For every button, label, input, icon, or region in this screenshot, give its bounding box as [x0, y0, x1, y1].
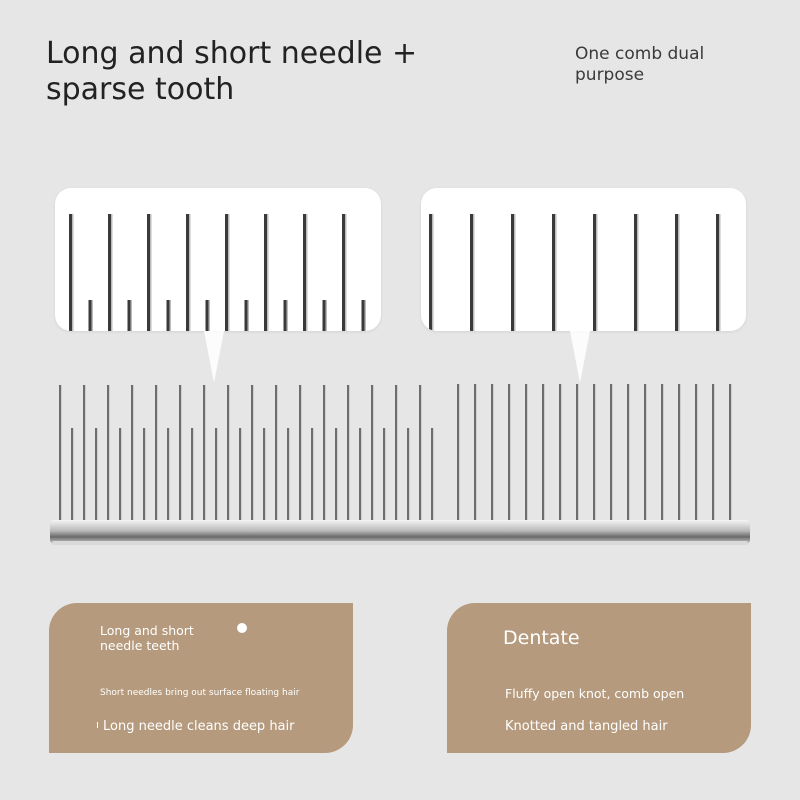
white-dot-icon [237, 623, 247, 633]
comb-spine [50, 520, 750, 544]
page-title: Long and short needle + sparse tooth [46, 36, 418, 107]
card-right-line2: Knotted and tangled hair [505, 719, 668, 734]
card-right-line1: Fluffy open knot, comb open [505, 686, 685, 701]
card-left-line2: Long needle cleans deep hair [103, 719, 295, 734]
card-right-title: Dentate [503, 627, 580, 649]
card-dentate [447, 603, 751, 753]
page-subtitle: One comb dual purpose [575, 44, 705, 85]
comb-spine-reflection [52, 541, 748, 545]
bullet-tick-icon [97, 722, 98, 728]
card-long-short-needle [49, 603, 353, 753]
card-left-title: Long and short needle teeth [100, 623, 194, 653]
card-left-line1: Short needles bring out surface floating hair [100, 688, 300, 698]
